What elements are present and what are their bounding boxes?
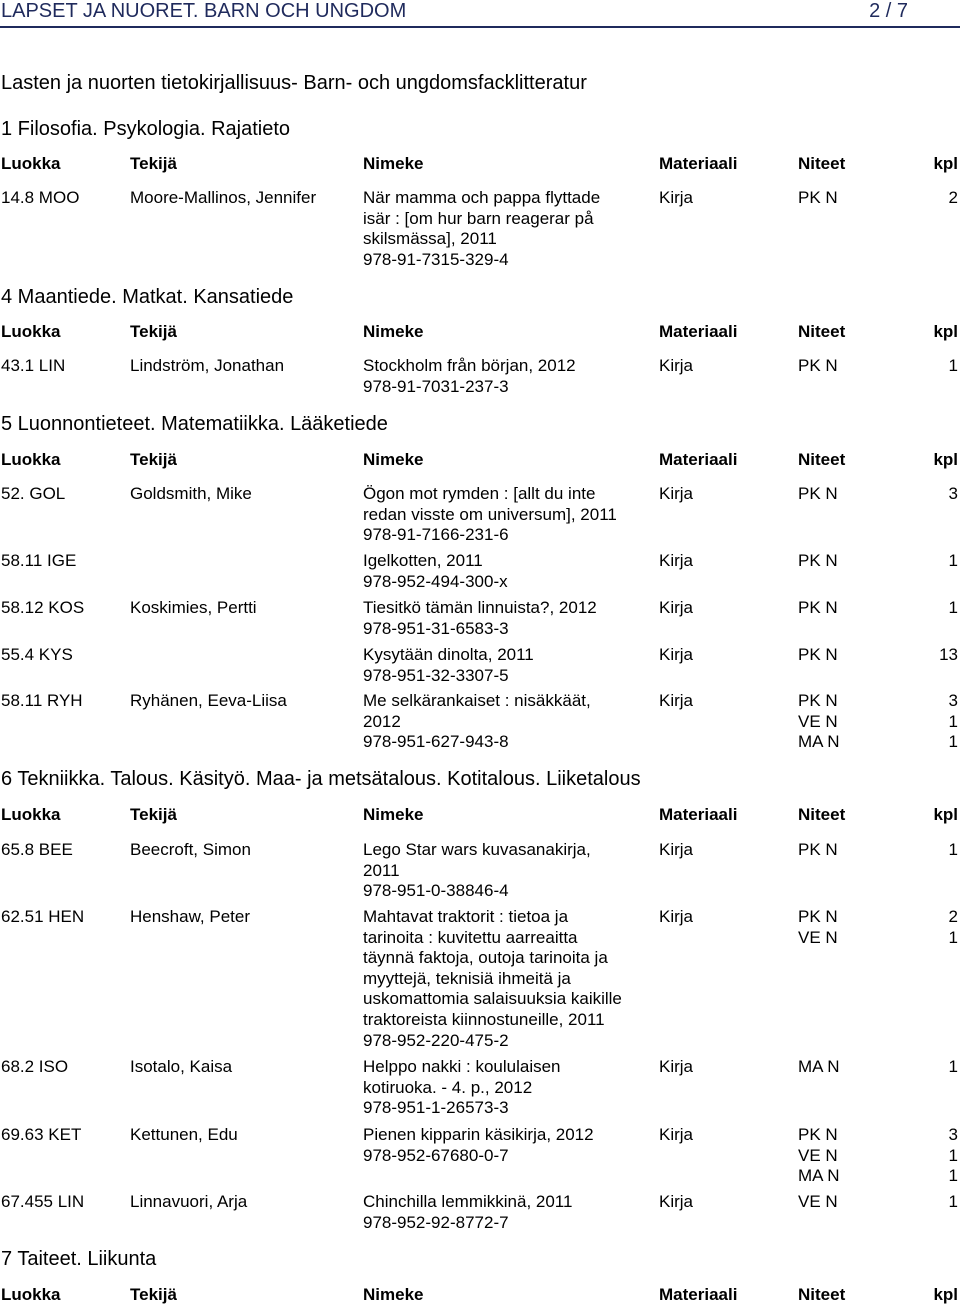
text-line: VE N	[798, 927, 838, 947]
column-header-row	[0, 322, 960, 344]
text-line: Tiesitkö tämän linnuista?, 2012	[363, 598, 597, 617]
text-line: PK N	[798, 356, 838, 375]
cell-kpl	[908, 645, 958, 666]
column-header-materiaali: Materiaali	[659, 154, 738, 173]
text-line: VE N	[798, 1145, 838, 1165]
text-line: redan visste om universum], 2011	[363, 504, 617, 524]
cell-materiaali: Kirja	[659, 1057, 694, 1076]
cell-kpl	[908, 1192, 958, 1213]
text-line: täynnä faktoja, outoja tarinoita ja	[363, 948, 608, 968]
cell-nimeke	[363, 1192, 648, 1233]
cell-tekija: Beecroft, Simon	[130, 840, 251, 859]
cell-nimeke	[363, 551, 648, 592]
column-header-materiaali: Materiaali	[659, 322, 738, 341]
text-line: 978-951-1-26573-3	[363, 1098, 509, 1118]
text-line: 1	[948, 1192, 958, 1211]
cell-kpl	[908, 1125, 958, 1187]
column-header-tekija: Tekijä	[130, 322, 177, 341]
text-line: 978-951-32-3307-5	[363, 665, 509, 685]
text-line: 1	[948, 1057, 958, 1076]
column-header-luokka: Luokka	[1, 154, 61, 173]
cell-tekija: Moore-Mallinos, Jennifer	[130, 188, 317, 207]
text-line: 978-91-7315-329-4	[363, 249, 509, 269]
column-header-kpl: kpl	[933, 322, 958, 341]
cell-materiaali: Kirja	[659, 188, 694, 207]
text-line: PK N	[798, 598, 838, 617]
column-header-niteet: Niteet	[798, 450, 846, 469]
text-line: 1	[948, 840, 958, 859]
text-line: kotiruoka. - 4. p., 2012	[363, 1077, 533, 1097]
text-line: PK N	[798, 840, 838, 859]
cell-materiaali: Kirja	[659, 645, 694, 664]
cell-nimeke	[363, 484, 648, 546]
text-line: Kysytään dinolta, 2011	[363, 645, 534, 664]
cell-nimeke	[363, 907, 648, 1051]
text-line: PK N	[798, 907, 838, 926]
cell-tekija: Koskimies, Pertti	[130, 598, 257, 617]
text-line: VE N	[798, 711, 838, 731]
text-line: MA N	[798, 1166, 840, 1186]
text-line: traktoreista kiinnostuneille, 2011	[363, 1009, 605, 1029]
text-line: VE N	[798, 1192, 838, 1211]
text-line: 1	[948, 711, 958, 731]
cell-luokka: 58.11 RYH	[1, 691, 83, 710]
cell-tekija: Lindström, Jonathan	[130, 356, 285, 375]
text-line: PK N	[798, 188, 838, 207]
header-title: LAPSET JA NUORET. BARN OCH UNGDOM	[1, 0, 407, 22]
text-line: 1	[948, 927, 958, 947]
section-title: 6 Tekniikka. Talous. Käsityö. Maa- ja metsätalous. Kotitalous. Liiketalous	[1, 768, 641, 790]
cell-materiaali: Kirja	[659, 1125, 694, 1144]
text-line: 1	[948, 356, 958, 375]
cell-niteet	[798, 356, 878, 377]
column-header-nimeke: Nimeke	[363, 154, 424, 173]
text-line: Helppo nakki : koululaisen	[363, 1057, 561, 1076]
text-line: 978-951-0-38846-4	[363, 881, 509, 901]
cell-niteet	[798, 1057, 878, 1078]
cell-tekija: Kettunen, Edu	[130, 1125, 238, 1144]
text-line: PK N	[798, 551, 838, 570]
column-header-luokka: Luokka	[1, 322, 61, 341]
text-line: 1	[948, 1145, 958, 1165]
text-line: 3	[948, 1125, 958, 1144]
text-line: PK N	[798, 645, 838, 664]
header-rule	[0, 26, 960, 28]
text-line: Ögon mot rymden : [allt du inte	[363, 484, 596, 503]
text-line: 3	[948, 691, 958, 710]
text-line: Stockholm från början, 2012	[363, 356, 576, 375]
text-line: MA N	[798, 732, 840, 752]
cell-tekija: Henshaw, Peter	[130, 907, 251, 926]
cell-kpl	[908, 551, 958, 572]
page-header	[0, 0, 960, 24]
text-line: Me selkärankaiset : nisäkkäät,	[363, 691, 591, 710]
cell-tekija: Linnavuori, Arja	[130, 1192, 248, 1211]
cell-materiaali: Kirja	[659, 598, 694, 617]
column-header-niteet: Niteet	[798, 322, 846, 341]
cell-luokka: 67.455 LIN	[1, 1192, 85, 1211]
text-line: isär : [om hur barn reagerar på	[363, 208, 594, 228]
cell-niteet	[798, 598, 878, 619]
column-header-nimeke: Nimeke	[363, 450, 424, 469]
text-line: 2	[948, 907, 958, 926]
cell-nimeke	[363, 1125, 648, 1166]
cell-kpl	[908, 907, 958, 948]
cell-luokka: 68.2 ISO	[1, 1057, 69, 1076]
text-line: 2011	[363, 860, 400, 880]
text-line: Pienen kipparin käsikirja, 2012	[363, 1125, 594, 1144]
cell-kpl	[908, 598, 958, 619]
cell-materiaali: Kirja	[659, 356, 694, 375]
cell-luokka: 55.4 KYS	[1, 645, 73, 664]
cell-niteet	[798, 1125, 878, 1187]
cell-luokka: 58.11 IGE	[1, 551, 77, 570]
cell-nimeke	[363, 188, 648, 270]
text-line: 2012	[363, 711, 401, 731]
column-header-luokka: Luokka	[1, 1285, 61, 1304]
text-line: PK N	[798, 484, 838, 503]
column-header-tekija: Tekijä	[130, 805, 177, 824]
cell-nimeke	[363, 691, 648, 753]
cell-niteet	[798, 907, 878, 948]
cell-tekija: Isotalo, Kaisa	[130, 1057, 233, 1076]
column-header-row	[0, 154, 960, 176]
page-number: 2 / 7	[869, 0, 908, 22]
text-line: tarinoita : kuvitettu aarreaitta	[363, 927, 578, 947]
text-line: 978-91-7166-231-6	[363, 525, 509, 545]
cell-materiaali: Kirja	[659, 484, 694, 503]
cell-luokka: 69.63 KET	[1, 1125, 82, 1144]
cell-luokka: 14.8 MOO	[1, 188, 80, 207]
cell-niteet	[798, 551, 878, 572]
column-header-luokka: Luokka	[1, 450, 61, 469]
column-header-nimeke: Nimeke	[363, 1285, 424, 1304]
column-header-row	[0, 805, 960, 827]
column-header-niteet: Niteet	[798, 1285, 846, 1304]
cell-materiaali: Kirja	[659, 1192, 694, 1211]
text-line: 978-952-92-8772-7	[363, 1212, 509, 1232]
cell-nimeke	[363, 645, 648, 686]
text-line: Igelkotten, 2011	[363, 551, 483, 570]
cell-niteet	[798, 484, 878, 505]
cell-luokka: 52. GOL	[1, 484, 66, 503]
cell-materiaali: Kirja	[659, 691, 694, 710]
text-line: MA N	[798, 1057, 840, 1076]
column-header-nimeke: Nimeke	[363, 805, 424, 824]
cell-nimeke	[363, 840, 648, 902]
text-line: 1	[948, 1166, 958, 1186]
cell-niteet	[798, 1192, 878, 1213]
column-header-kpl: kpl	[933, 450, 958, 469]
text-line: 13	[939, 645, 958, 664]
section-title: 4 Maantiede. Matkat. Kansatiede	[1, 286, 294, 308]
section-title: 5 Luonnontieteet. Matematiikka. Lääketiede	[1, 413, 388, 435]
text-line: PK N	[798, 1125, 838, 1144]
cell-niteet	[798, 645, 878, 666]
column-header-kpl: kpl	[933, 805, 958, 824]
cell-niteet	[798, 188, 878, 209]
text-line: 2	[948, 188, 958, 207]
text-line: Mahtavat traktorit : tietoa ja	[363, 907, 569, 926]
text-line: 978-91-7031-237-3	[363, 376, 509, 396]
cell-luokka: 62.51 HEN	[1, 907, 85, 926]
section-title: 7 Taiteet. Liikunta	[1, 1248, 157, 1270]
cell-materiaali: Kirja	[659, 840, 694, 859]
main-title: Lasten ja nuorten tietokirjallisuus- Barn- och ungdomsfacklitteratur	[1, 72, 587, 94]
text-line: 978-952-67680-0-7	[363, 1145, 509, 1165]
column-header-niteet: Niteet	[798, 154, 846, 173]
text-line: 1	[948, 598, 958, 617]
text-line: När mamma och pappa flyttade	[363, 188, 601, 207]
cell-kpl	[908, 188, 958, 209]
cell-niteet	[798, 691, 878, 753]
cell-nimeke	[363, 1057, 648, 1119]
cell-nimeke	[363, 598, 648, 639]
cell-tekija: Goldsmith, Mike	[130, 484, 252, 503]
text-line: 1	[948, 732, 958, 752]
text-line: skilsmässa], 2011	[363, 229, 497, 249]
text-line: Chinchilla lemmikkinä, 2011	[363, 1192, 573, 1211]
text-line: 978-951-31-6583-3	[363, 618, 509, 638]
cell-materiaali: Kirja	[659, 907, 694, 926]
column-header-kpl: kpl	[933, 1285, 958, 1304]
column-header-materiaali: Materiaali	[659, 1285, 738, 1304]
text-line: 978-951-627-943-8	[363, 732, 509, 752]
column-header-row	[0, 450, 960, 472]
column-header-nimeke: Nimeke	[363, 322, 424, 341]
text-line: PK N	[798, 691, 838, 710]
text-line: myyttejä, teknisiä ihmeitä ja	[363, 968, 571, 988]
column-header-tekija: Tekijä	[130, 450, 177, 469]
column-header-row	[0, 1285, 960, 1307]
cell-kpl	[908, 691, 958, 753]
column-header-tekija: Tekijä	[130, 154, 177, 173]
text-line: Lego Star wars kuvasanakirja,	[363, 840, 591, 859]
cell-niteet	[798, 840, 878, 861]
text-line: 978-952-494-300-x	[363, 571, 508, 591]
column-header-niteet: Niteet	[798, 805, 846, 824]
cell-kpl	[908, 484, 958, 505]
cell-luokka: 65.8 BEE	[1, 840, 73, 859]
cell-kpl	[908, 840, 958, 861]
column-header-materiaali: Materiaali	[659, 805, 738, 824]
text-line: uskomattomia salaisuuksia kaikille	[363, 989, 622, 1009]
cell-materiaali: Kirja	[659, 551, 694, 570]
cell-kpl	[908, 356, 958, 377]
cell-luokka: 58.12 KOS	[1, 598, 85, 617]
cell-tekija: Ryhänen, Eeva-Liisa	[130, 691, 287, 710]
cell-nimeke	[363, 356, 648, 397]
cell-kpl	[908, 1057, 958, 1078]
text-line: 3	[948, 484, 958, 503]
column-header-luokka: Luokka	[1, 805, 61, 824]
column-header-materiaali: Materiaali	[659, 450, 738, 469]
text-line: 1	[948, 551, 958, 570]
cell-luokka: 43.1 LIN	[1, 356, 66, 375]
column-header-tekija: Tekijä	[130, 1285, 177, 1304]
section-title: 1 Filosofia. Psykologia. Rajatieto	[1, 118, 291, 140]
column-header-kpl: kpl	[933, 154, 958, 173]
text-line: 978-952-220-475-2	[363, 1030, 509, 1050]
